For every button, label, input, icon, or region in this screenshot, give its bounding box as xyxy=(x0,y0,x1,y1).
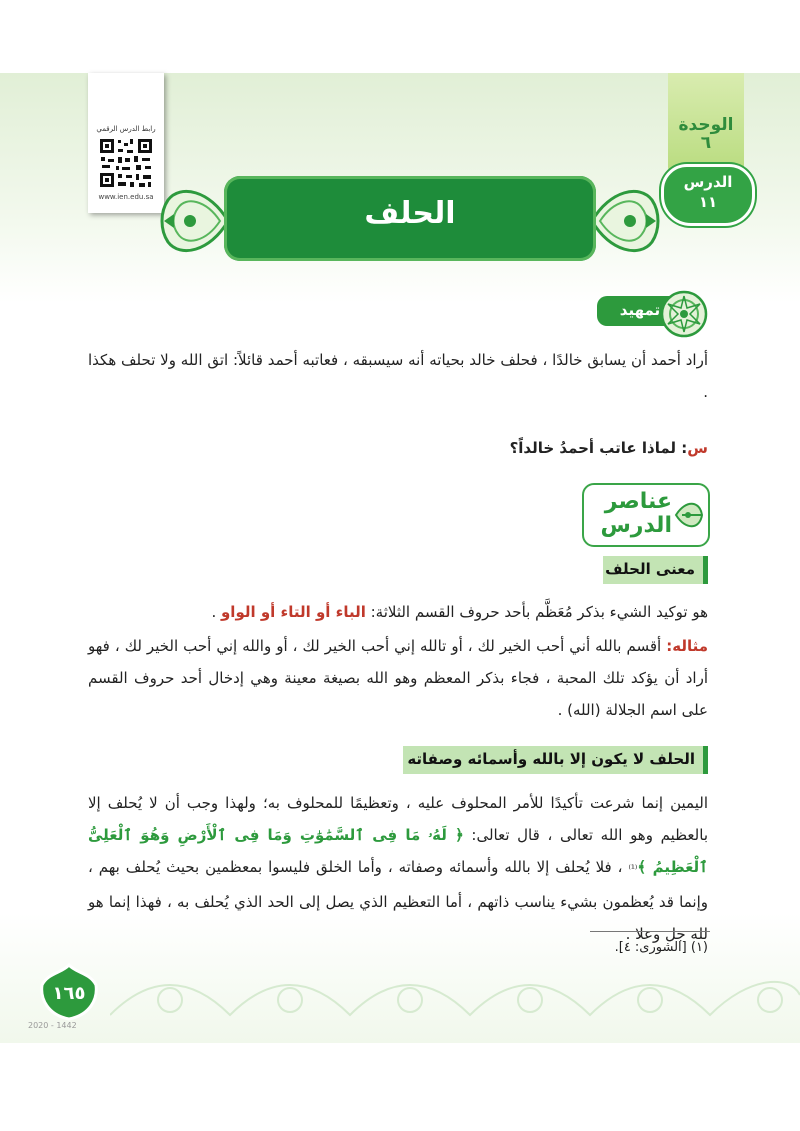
question-text: : لماذا عاتب أحمدُ خالداً؟ xyxy=(509,439,688,457)
qr-card[interactable] xyxy=(88,73,164,213)
quran-verse: ﴿ لَهُۥ مَا فِى ٱلسَّمَٰوَٰتِ وَمَا فِى ٱلْأَرْضِ وَهُوَ ٱلْعَلِىُّ ٱلْعَظِيمُ ﴾ xyxy=(88,826,708,876)
elements-line1: عناصر xyxy=(604,489,672,514)
lesson-number: ١١ xyxy=(698,193,718,211)
page-number: ١٦٥ xyxy=(52,983,86,1004)
intro-paragraph: أراد أحمد أن يسابق خالدًا ، فحلف خالد بحياته أنه سيسبقه ، فعاتبه أحمد قائلاً: اتق الله ولا تحلف هكذا . xyxy=(88,351,708,401)
oath-letters: الباء أو التاء أو الواو xyxy=(220,603,366,621)
rosette-icon xyxy=(660,290,708,338)
bottom-pattern-icon xyxy=(110,955,800,1035)
intro-badge-label: تمهيد xyxy=(619,301,661,319)
oath-paragraph xyxy=(88,787,708,950)
question-prefix: س xyxy=(687,439,708,457)
footnote-ref[interactable]: ⁽¹⁾ xyxy=(628,864,638,875)
lesson-label: الدرس xyxy=(683,173,733,191)
elements-line2: الدرس xyxy=(600,513,672,538)
page-title: الحلف xyxy=(364,196,456,231)
section-heading-oath-text: الحلف لا يكون إلا بالله وأسمائه وصفاته xyxy=(407,750,695,768)
example-paragraph xyxy=(88,630,708,726)
unit-number: ٦ xyxy=(700,133,712,153)
unit-tab xyxy=(668,73,744,173)
fleur-icon xyxy=(672,493,706,537)
qr-url[interactable]: www.ien.edu.sa xyxy=(98,193,154,201)
section-heading-meaning xyxy=(603,556,708,584)
example-text: أقسم بالله أني أحب الخير لك ، أو تالله إني أحب الخير لك ، أو والله إني أحب الخير لك ، فهو أراد أن يؤكد تلك المحبة ، فجاء بذكر المعظم وهو الله بصيغة معينة وهي إدخال أحد حروف القسم على اسم الجلالة (الله) . xyxy=(88,637,708,719)
qr-code-icon[interactable] xyxy=(98,137,154,189)
example-label: مثاله: xyxy=(666,637,708,655)
unit-label: الوحدة xyxy=(678,115,734,135)
intro-question xyxy=(88,432,708,464)
footnote-divider xyxy=(590,931,710,932)
definition-end: . xyxy=(211,603,221,621)
oath-text-before: اليمين إنما شرعت تأكيدًا للأمر المحلوف عليه ، وتعظيمًا للمحلوف به؛ ولهذا وجب أن لا يُحلف إلا بالعظيم وهو الله تعالى ، قال تعالى: xyxy=(88,794,708,844)
definition-text: هو توكيد الشيء بذكر مُعَظَّم بأحد حروف القسم الثلاثة: xyxy=(365,603,708,621)
definition-paragraph xyxy=(88,596,708,628)
section-heading-oath-only-by-allah xyxy=(403,746,708,774)
right-ornament-icon xyxy=(590,180,660,262)
footnote: (١) [الشورى: ٤]. xyxy=(614,940,708,955)
left-ornament-icon xyxy=(160,180,230,262)
qr-title: رابط الدرس الرقمي xyxy=(96,125,156,133)
edition-text: 2020 - 1442 xyxy=(28,1021,77,1030)
oath-text-after: ، فلا يُحلف إلا بالله وأسمائه وصفاته ، وأما الخلق فليسوا بمعظمين بحيث يُحلف بهم ، وإنما قد يُعظمون بشيء يناسب ذاتهم ، أما التعظيم الذي يصل إلى الحد الذي يُحلف به ، فهذا إنما هو لله جل وعلا . xyxy=(88,858,708,943)
lesson-badge xyxy=(661,164,755,226)
section-heading-meaning-text: معنى الحلف xyxy=(605,560,695,578)
title-bar xyxy=(224,176,596,261)
lesson-elements-box xyxy=(582,483,710,547)
